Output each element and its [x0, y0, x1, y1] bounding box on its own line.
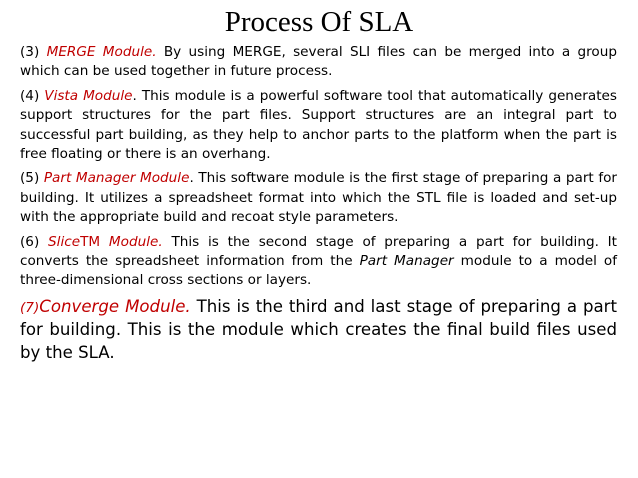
module-name-slice-suffix: Module.: [108, 233, 163, 250]
paragraph-number: (6): [20, 233, 40, 250]
paragraph-text: By using MERGE, several SLI files can be merged into a group which can be used together in future process.: [20, 44, 617, 80]
module-name-vista: Vista Module: [44, 87, 133, 104]
paragraph-converge-module: [20, 296, 617, 365]
paragraph-text: . This module is a powerful software tool that automatically generates support structures for the part files. Support structures are an integral part to successful part building, as they help to anchor parts to the platform when the part is free floating or there is an overhang.: [20, 87, 617, 163]
paragraph-number: (4): [20, 87, 40, 104]
module-name-part-manager: Part Manager Module: [43, 170, 190, 187]
paragraph-text: module to a model of three-dimensional cross sections or layers.: [20, 253, 618, 289]
paragraph-vista-module: [20, 87, 617, 165]
module-name-slice: Slice: [48, 233, 81, 250]
module-name-converge: Converge Module.: [39, 296, 191, 316]
slide-title: Process Of SLA: [224, 6, 414, 38]
paragraph-slice-module: [20, 233, 617, 291]
slide-body: [20, 43, 617, 369]
paragraph-text: This is the second stage of preparing a part for building. It converts the spreadsheet information from the: [20, 233, 618, 270]
paragraph-number: (5): [20, 170, 40, 187]
paragraph-part-manager-module: [20, 169, 617, 227]
paragraph-number: (3): [20, 44, 40, 60]
paragraph-text: This is the third and last stage of preparing a part for building. This is the module which creates the final build files used by the SLA.: [20, 296, 617, 362]
module-name-merge: MERGE Module.: [46, 44, 157, 60]
paragraph-text-italic: Part Manager: [359, 253, 454, 270]
paragraph-number: (7): [20, 299, 40, 316]
paragraph-text: . This software module is the first stage of preparing a part for building. It utilizes a spreadsheet format into which the STL file is loaded and set-up with the appropriate build and recoat style parameters.: [20, 170, 618, 226]
paragraph-merge-module: [20, 43, 617, 82]
module-name-slice-tm: TM: [80, 233, 101, 250]
